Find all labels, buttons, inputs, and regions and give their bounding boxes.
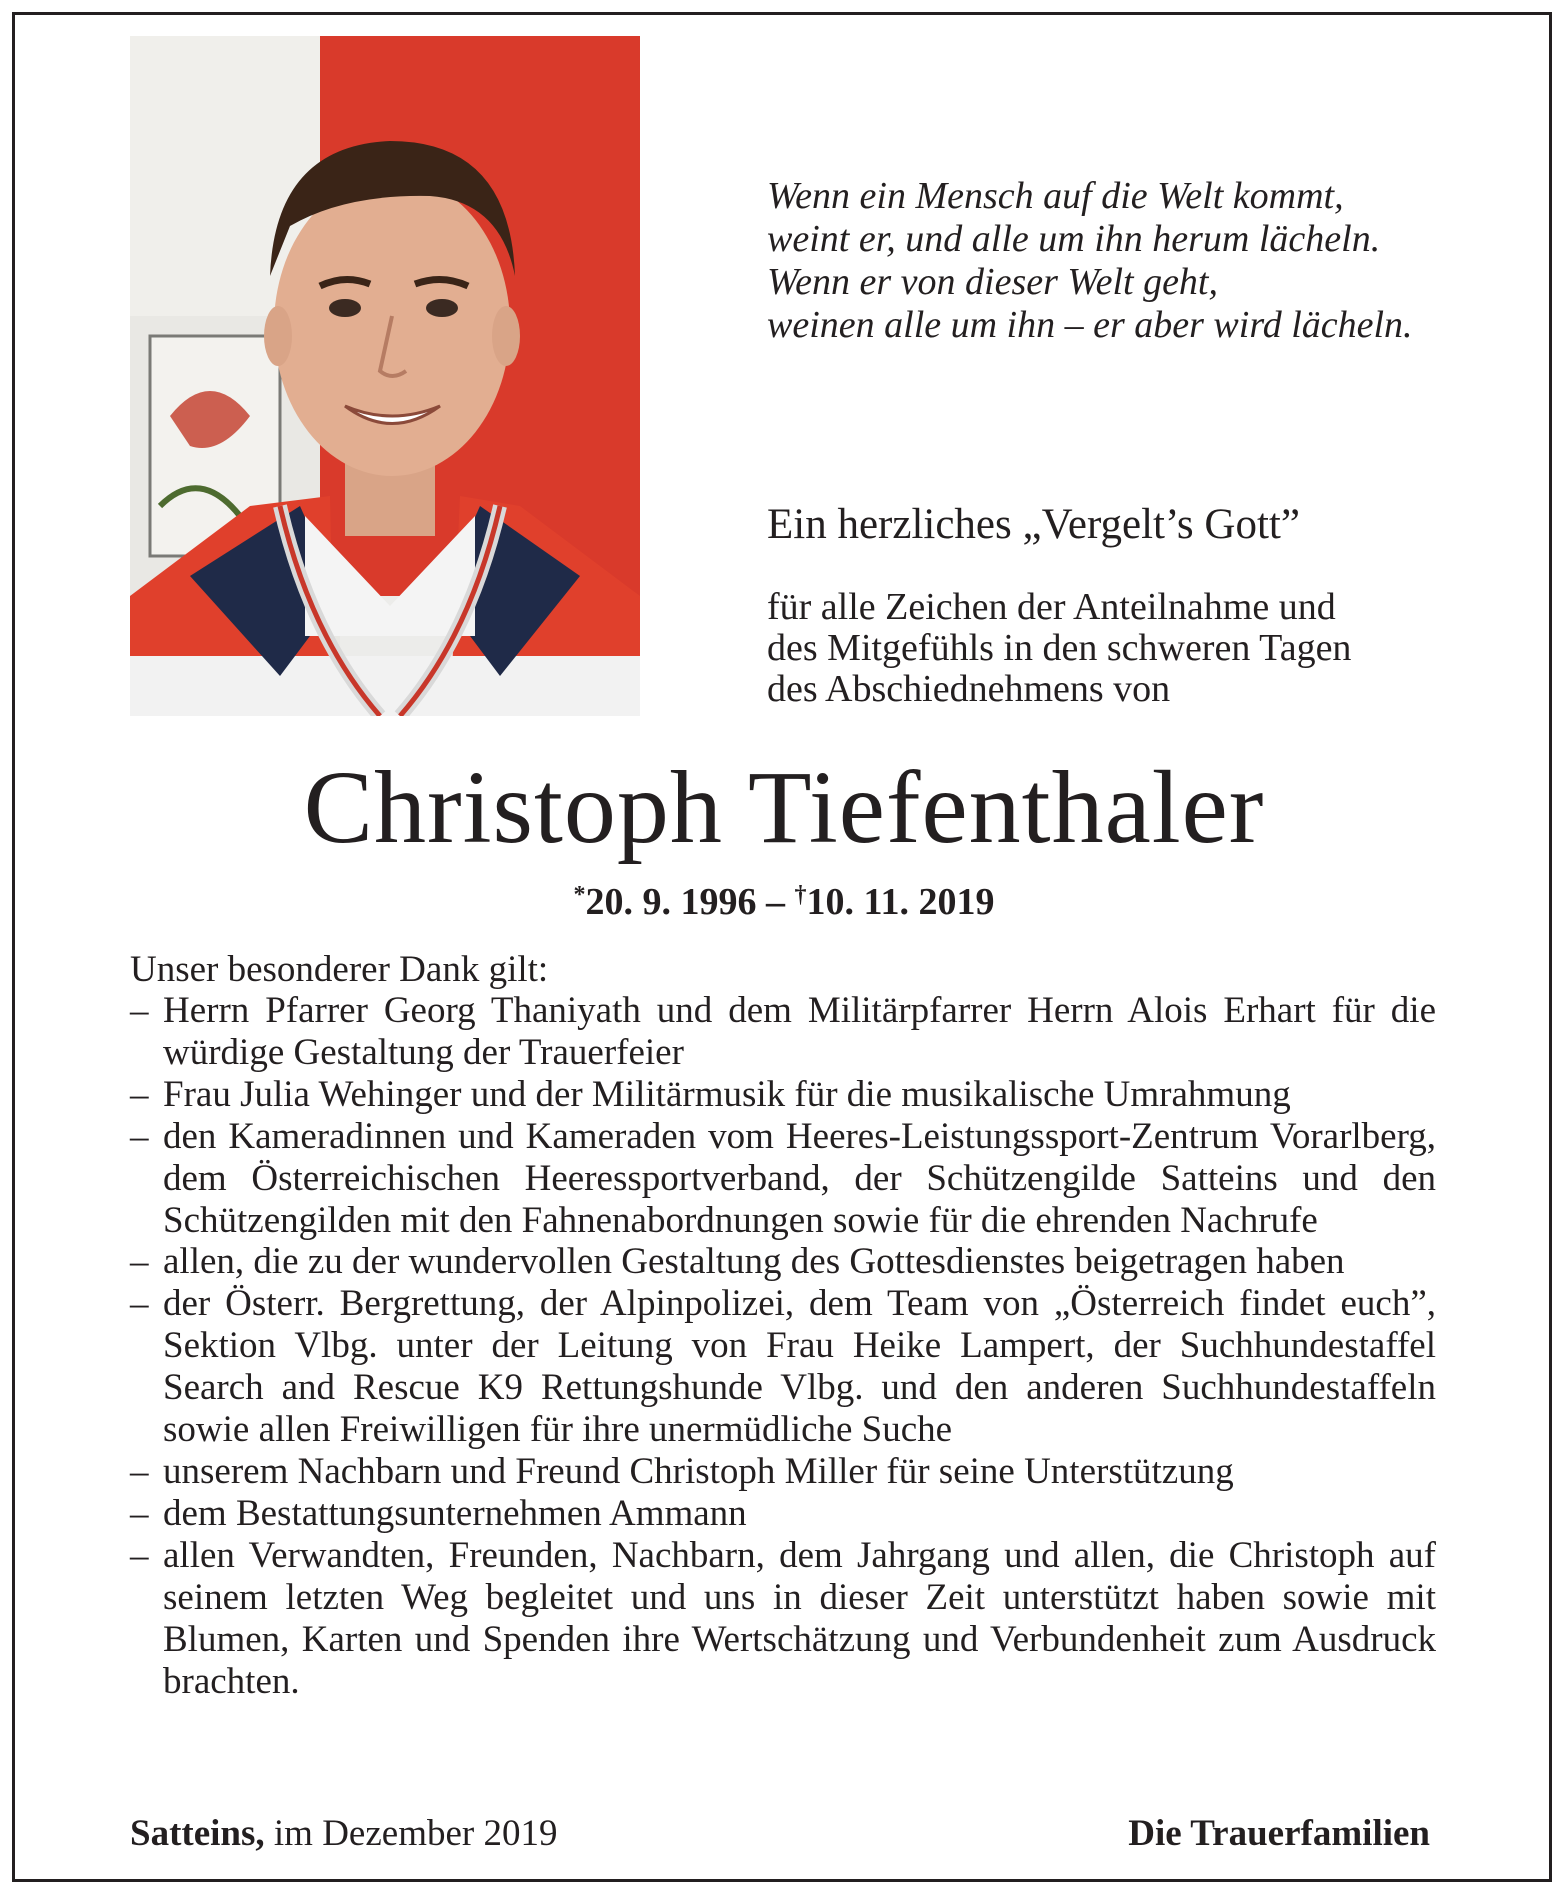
list-item-text: unserem Nachbarn und Freund Christoph Miller für seine Unterstützung bbox=[163, 1450, 1234, 1492]
poem-line: weint er, und alle um ihn herum lächeln. bbox=[767, 218, 1381, 260]
death-symbol: † bbox=[794, 882, 807, 908]
thanks-text bbox=[767, 587, 1351, 710]
thanks-line: für alle Zeichen der Anteilnahme und bbox=[767, 586, 1336, 628]
list-item-text: allen Verwandten, Freunden, Nachbarn, dem Jahrgang und allen, die Christoph auf seinem letzten Weg begleitet und uns in dieser Zeit unterstützt haben sowie mit Blumen, Karten und Spenden ihre Wertschätzung und Verbundenheit zum Ausdruck brachten. bbox=[163, 1534, 1436, 1702]
poem-line: Wenn ein Mensch auf die Welt kommt, bbox=[767, 175, 1344, 217]
list-item bbox=[130, 1535, 1436, 1703]
portrait-photo bbox=[130, 36, 640, 716]
list-dash: – bbox=[130, 1115, 149, 1157]
list-item bbox=[130, 1451, 1436, 1493]
deceased-name: Christoph Tiefenthaler bbox=[303, 750, 1265, 865]
birth-date: 20. 9. 1996 bbox=[585, 881, 757, 923]
list-dash: – bbox=[130, 1241, 149, 1283]
list-dash: – bbox=[130, 990, 149, 1031]
list-item-text: Herrn Pfarrer Georg Thaniyath und dem Militärpfarrer Herrn Alois Erhart für die würdige Gestaltung der Trauerfeier bbox=[163, 990, 1436, 1073]
list-item-text: allen, die zu der wundervollen Gestaltung des Gottesdienstes beigetragen haben bbox=[163, 1241, 1345, 1283]
thanks-line: des Abschiednehmens von bbox=[767, 668, 1171, 710]
gratitude-heading: Unser besonderer Dank gilt: bbox=[130, 949, 549, 990]
thanks-line: des Mitgefühls in den schweren Tagen bbox=[767, 627, 1352, 669]
thanks-title: Ein herzliches „Vergelt’s Gott” bbox=[767, 501, 1300, 548]
list-item bbox=[130, 1283, 1436, 1451]
poem bbox=[767, 175, 1413, 347]
list-item bbox=[130, 1074, 1436, 1116]
list-dash: – bbox=[130, 1450, 149, 1492]
death-date: 10. 11. 2019 bbox=[806, 881, 995, 923]
list-dash: – bbox=[130, 1073, 149, 1115]
list-item-text: dem Bestattungsunternehmen Ammann bbox=[163, 1492, 747, 1534]
date: im Dezember 2019 bbox=[273, 1813, 558, 1854]
list-item-text: Frau Julia Wehinger und der Militärmusik für die musikalische Umrahmung bbox=[163, 1073, 1291, 1115]
list-item-text: der Österr. Bergrettung, der Alpinpolizei, dem Team von „Österreich findet euch”, Sektion Vlbg. unter der Leitung von Frau Heike Lampert, der Suchhundestaffel Search and Rescue K9 Rettungshunde Vlbg. und den anderen Suchhundestaffeln sowie allen Freiwilligen für ihre unermüdliche Suche bbox=[163, 1283, 1436, 1451]
poem-line: weinen alle um ihn – er aber wird lächeln. bbox=[767, 304, 1413, 346]
list-dash: – bbox=[130, 1534, 149, 1576]
list-item bbox=[130, 990, 1436, 1074]
list-item bbox=[130, 1493, 1436, 1535]
list-item-text: den Kameradinnen und Kameraden vom Heeres-Leistungssport-Zentrum Vorarlberg, dem Österreichischen Heeressportverband, der Schützengilde Satteins und den Schützengilden mit den Fahnenabordnungen sowie für die ehrenden Nachrufe bbox=[163, 1115, 1436, 1241]
date-separator: – bbox=[766, 881, 786, 923]
list-item bbox=[130, 1116, 1436, 1242]
place-date bbox=[130, 1812, 557, 1855]
list-dash: – bbox=[130, 1492, 149, 1534]
gratitude-list bbox=[130, 990, 1436, 1702]
birth-symbol: * bbox=[573, 882, 586, 908]
signature: Die Trauerfamilien bbox=[1128, 1813, 1430, 1854]
list-dash: – bbox=[130, 1283, 149, 1325]
life-dates bbox=[0, 880, 1568, 924]
place: Satteins, bbox=[130, 1813, 265, 1854]
list-item bbox=[130, 1241, 1436, 1283]
poem-line: Wenn er von dieser Welt geht, bbox=[767, 261, 1218, 303]
